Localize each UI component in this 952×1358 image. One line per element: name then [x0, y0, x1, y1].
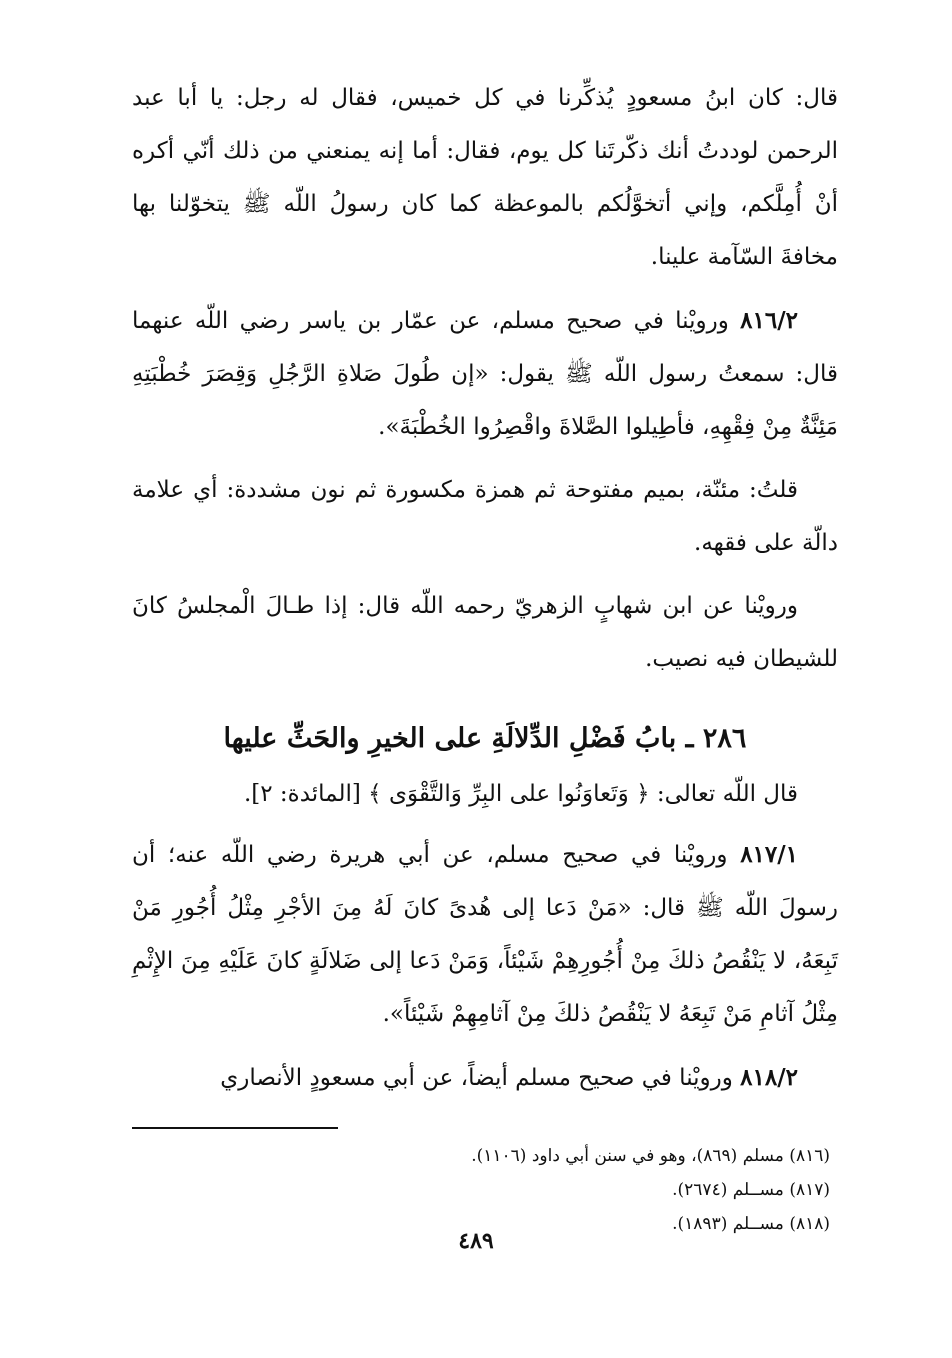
- quran-citation: قال اللّه تعالى: ﴿ وَتَعاوَنُوا على البِرِّ وَالتَّقْوَى ﴾ [المائدة: ٢].: [243, 781, 798, 807]
- hadith-816: [132, 294, 838, 454]
- paragraph-text: ورويْنا في صحيح مسلم، عن عمّار بن ياسر رضي اللّه عنهما قال: سمعتُ رسول اللّه ﷺ يقول: «إن طُولَ صَلاةِ الرَّجُلِ وَقِصَرَ خُطْبَتِهِ مَئِنَّةٌ مِنْ فِقْهِهِ، فأطِيلوا الصَّلاةَ واقْصِرُوا الخُطْبَةَ».: [132, 308, 838, 440]
- hadith-number: ٨١٨/٢: [740, 1064, 798, 1091]
- paragraph-text: قال: كان ابنُ مسعودٍ يُذكِّرنا في كل خميس، فقال له رجل: يا أبا عبد الرحمن لوددتُ أنك ذكّرتَنا كل يوم، فقال: أما إنه يمنعني من ذلك أنّي أكره أنْ أُمِلَّكم، وإني أتخوَّلُكم بالموعظة كما كان رسولُ اللّه ﷺ يتخوّلنا بها مخافةَ السّآمة علينا.: [132, 85, 838, 270]
- footnotes: [132, 1139, 838, 1241]
- paragraph-continuation: [132, 72, 838, 284]
- hadith-number: ٨١٧/١: [740, 841, 799, 868]
- footnote-818: (٨١٨) مســلم (١٨٩٣).: [672, 1214, 830, 1234]
- hadith-817: [132, 828, 838, 1041]
- explanation-paragraph: [132, 464, 838, 570]
- paragraph-text: ورويْنا في صحيح مسلم أيضاً، عن أبي مسعودٍ الأنصاري: [220, 1065, 733, 1091]
- paragraph-text: ورويْنا عن ابن شهابٍ الزهريّ رحمه اللّه قال: إذا طـالَ الْمجلسُ كانَ للشيطان فيه نصيب.: [132, 593, 838, 672]
- zuhri-paragraph: [132, 580, 838, 686]
- footnote-817: (٨١٧) مســلم (٢٦٧٤).: [672, 1180, 830, 1200]
- page-body: [132, 72, 838, 1241]
- footnote-816: (٨١٦) مسلم (٨٦٩)، وهو في سنن أبي داود (١١٠٦).: [471, 1146, 830, 1166]
- footnote-divider: [132, 1127, 338, 1129]
- hadith-number: ٨١٦/٢: [740, 307, 798, 334]
- paragraph-text: قلتُ: مئنّة، بميم مفتوحة ثم همزة مكسورة ثم نون مشددة: أي علامة دالّة على فقهه.: [132, 477, 838, 556]
- paragraph-text: ورويْنا في صحيح مسلم، عن أبي هريرة رضي اللّه عنه؛ أن رسولَ اللّه ﷺ قال: «مَنْ دَعا إلى هُدىً كانَ لَهُ مِنَ الأجْرِ مِثْلُ أُجُورِ مَنْ تَبِعَهُ، لا يَنْقُصُ ذلكَ مِنْ أُجُورِهِمْ شَيْئاً، وَمَنْ دَعا إلى ضَلالَةٍ كانَ عَلَيْهِ مِنَ الإِثْمِ مِثْلُ آثامِ مَنْ تَبِعَهُ لا يَنْقُصُ ذلكَ مِنْ آثامِهِمْ شَيْئاً».: [132, 842, 838, 1027]
- hadith-818: [132, 1051, 838, 1105]
- page-number: ٤٨٩: [458, 1228, 494, 1254]
- chapter-heading: ٢٨٦ ـ بابُ فَضْلِ الدِّلالَةِ على الخيرِ والحَثِّ عليها: [223, 723, 747, 754]
